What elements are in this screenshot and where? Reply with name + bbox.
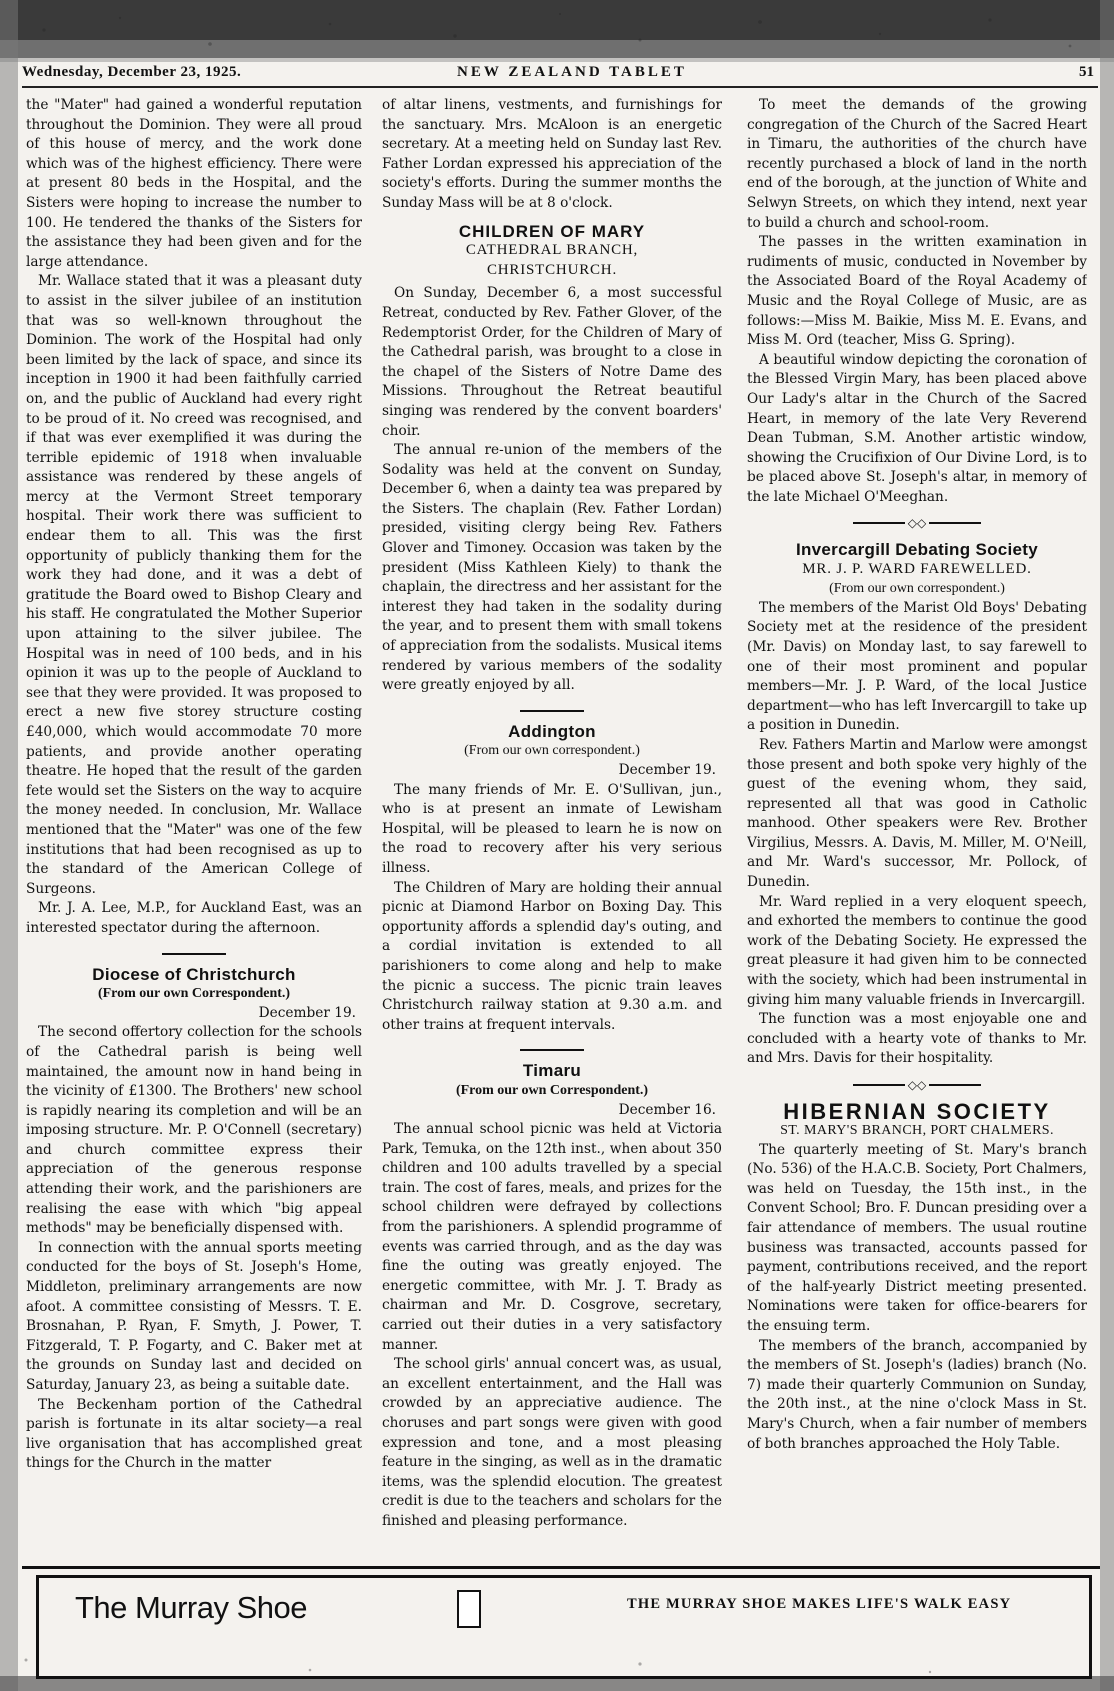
timaru-correspondent: (From our own Correspondent.) [455, 1082, 649, 1098]
page-header [22, 60, 1098, 88]
timaru-paragraph-2: The school girls' annual concert was, as usual, an excellent entertainment, and the Hall was crowded by an appreciative audience. The choruses and part songs were given with good expression and tone, and a most pleasing feature in the singing, as well as in the dramatic items, was the splendid elocution. The greatest credit is due to the teachers and scholars for the finished and pleasing performance. [382, 1356, 722, 1529]
hibernian-heading: HIBERNIAN SOCIETY [783, 1098, 1051, 1124]
advert-tagline: THE MURRAY SHOE MAKES LIFE'S WALK EASY [627, 1596, 1012, 1612]
divider-bar [929, 1084, 981, 1086]
addington-date: December 19. [618, 762, 716, 778]
section-rule [162, 953, 226, 955]
divider-bar [853, 1084, 905, 1086]
invercargill-heading: Invercargill Debating Society [795, 539, 1039, 559]
window-paragraph: A beautiful window depicting the coronation of the Blessed Virgin Mary, has been placed above Our Lady's altar in the Church of the Sacred Heart, in memory of the late Very Reverend Dean Tubman, S.M. Another artistic window, showing the Crucifixion of Our Divine Lord, is to be placed above St. Joseph's altar, in memory of the late Michael O'Meeghan. [747, 351, 1087, 505]
mater-paragraph-3: Mr. J. A. Lee, M.P., for Auckland East, was an interested spectator during the afternoon. [26, 900, 362, 936]
altar-society-paragraph: of altar linens, vestments, and furnishings for the sanctuary. Mrs. McAloon is an energetic secretary. At a meeting held on Sunday last Rev. Father Lordan expressed his appreciation of the society's efforts. During the summer months the Sunday Mass will be at 8 o'clock. [382, 97, 722, 211]
column-3 [747, 96, 1087, 1572]
right-edge-shade [1100, 0, 1114, 1691]
header-masthead: NEW ZEALAND TABLET [457, 64, 687, 80]
invercargill-subheading: MR. J. P. WARD FAREWELLED. [802, 560, 1032, 577]
murray-shoe-advert [22, 1566, 1100, 1685]
music-exam-paragraph: The passes in the written examination in rudiments of music, conducted in November by the Associated Board of the Royal Academy of Music and the Royal College of Music, are as follows:—Miss M. Baikie, Miss M. E. Evans, and Miss M. Ord (teacher, Miss G. Spring). [747, 234, 1087, 349]
addington-paragraph-2: The Children of Mary are holding their annual picnic at Diamond Harbor on Boxing Day. This opportunity affords a splendid day's outing, and a cordial invitation is extended to all parishioners to come along and help to make the picnic a success. The picnic train leaves Christchurch railway station at 9.30 a.m. and other trains at frequent intervals. [382, 879, 722, 1033]
timaru-church-paragraph: To meet the demands of the growing congregation of the Church of the Sacred Heart in Timaru, the authorities of the church have recently purchased a block of land in the north end of the borough, at the junction of White and Selwyn Streets, on which they intend, next year to build a church and school-room. [747, 97, 1087, 231]
advert-frame [36, 1575, 1092, 1679]
diocese-paragraph-3: The Beckenham portion of the Cathedral parish is fortunate in its altar society—a real live organisation that has accomplished great things for the Church in the matter [26, 1396, 362, 1472]
addington-paragraph-1: The many friends of Mr. E. O'Sullivan, jun., who is at present an inmate of Lewisham Hospital, will be pleased to learn he is now on the road to recovery after his very serious illness. [382, 781, 722, 876]
invercargill-paragraph-2: Rev. Fathers Martin and Marlow were amongst those present and both spoke very highly of the guest of the evening whom, they said, represented all that was good in Catholic manhood. Other speakers were Rev. Brother Virgilius, Messrs. A. Davis, M. Miller, M. O'Neill, and Mr. Ward's successor, Mr. Pollock, of Dunedin. [747, 736, 1087, 891]
header-page-number: 51 [1079, 64, 1094, 80]
diocese-correspondent: (From our own Correspondent.) [97, 986, 291, 1002]
top-dark-band [0, 0, 1114, 58]
children-paragraph-1: On Sunday, December 6, a most successful Retreat, conducted by Rev. Father Glover, of the Redemptorist Order, for the Children of Mary of the Cathedral parish, was brought to a close in the chapel of the Sisters of Notre Dame des Missions. Throughout the Retreat beautiful singing was rendered by the convent boarders' choir. [382, 285, 722, 439]
column-2 [382, 96, 722, 1576]
header-date: Wednesday, December 23, 1925. [22, 64, 242, 80]
column-1 [26, 96, 362, 1576]
advert-brand: The Murray Shoe [75, 1590, 307, 1625]
invercargill-paragraph-4: The function was a most enjoyable one and concluded with a hearty vote of thanks to Mr. and Mrs. Davis for their hospitality. [747, 1011, 1087, 1067]
invercargill-correspondent: (From our own correspondent.) [829, 581, 1005, 597]
divider-bar [929, 522, 981, 524]
invercargill-paragraph-3: Mr. Ward replied in a very eloquent speech, and exhorted the members to continue the good work of the Debating Society. He expressed the great pleasure it had given him to be connected with the society, which had been instrumental in giving him many valuable friends in Invercargill. [747, 893, 1087, 1008]
diocese-paragraph-2: In connection with the annual sports meeting conducted for the boys of St. Joseph's Home, Middleton, preliminary arrangements are now afoot. A committee consisting of Messrs. T. E. Brosnahan, P. Ryan, F. Smyth, J. Power, T. Fitzgerald, T. P. Fogarty, and C. Baker met at the grounds on Sunday last and decided on Saturday, January 23, as being a suitable date. [26, 1239, 362, 1393]
diamond-icon: ◇◇ [907, 515, 927, 530]
mater-paragraph-2: Mr. Wallace stated that it was a pleasant duty to assist in the silver jubilee of an institution that was so well-known throughout the Dominion. The work of the Hospital had only been limited by the lack of space, and since its inception in 1900 it had been faithfully carried on, and the public of Auckland had every right to be proud of it. No creed was recognised, and if that was ever exemplified it was during the terrible epidemic of 1918 when invaluable assistance was rendered by these angels of mercy at the Vermont Street temporary hospital. Their work there was sufficient to endear them to all. This was the first opportunity of publicly thanking them for the work they had done, and it was a debt of gratitude the Board owed to Bishop Cleary and his staff. He congratulated the Mother Superior upon attaining to the silver jubilee. The Hospital was in need of 100 beds, and in his opinion it was up to the people of Auckland to see that they were provided. It was proposed to erect a new five storey structure costing £40,000, which would accommodate 70 more patients, and provide another operating theatre. He hoped that the result of the garden fete would set the Sisters on the way to acquire the money needed. In conclusion, Mr. Wallace mentioned that the "Mater" was one of the few institutions that had been recognised as up to the standard of the American College of Surgeons. [26, 273, 362, 897]
timaru-date: December 16. [618, 1101, 716, 1118]
left-edge-shade [0, 0, 18, 1691]
timaru-heading: Timaru [522, 1061, 582, 1081]
diocese-date: December 19. [258, 1004, 356, 1021]
timaru-paragraph-1: The annual school picnic was held at Victoria Park, Temuka, on the 12th inst., when about 350 children and 100 adults travelled by a special train. The cost of fares, meals, and prizes for the school children were defrayed by collections from the parishioners. A splendid programme of events was carried through, and as the day was fine the outing was greatly enjoyed. The energetic committee, with Mr. J. T. Brady as chairman and Mr. D. Cosgrove, secretary, carried out their duties in a very satisfactory manner. [382, 1121, 722, 1353]
addington-heading: Addington [508, 721, 596, 741]
children-of-mary-subheading-2: CHRISTCHURCH. [486, 261, 617, 278]
ornamental-divider [747, 515, 1087, 530]
ornamental-divider [747, 1077, 1087, 1092]
divider-bar [853, 522, 905, 524]
diamond-icon: ◇◇ [907, 1077, 927, 1092]
diocese-heading: Diocese of Christchurch [92, 964, 296, 984]
mater-paragraph-1: the "Mater" had gained a wonderful reputation throughout the Dominion. They were all proud of this house of mercy, and the work done which was of the highest efficiency. There were at present 80 beds in the Hospital, and the Sisters were hoping to increase the number to 100. He tendered the thanks of the Sisters for the assistance they had been given and for the large attendance. [26, 97, 362, 270]
children-paragraph-2: The annual re-union of the members of the Sodality was held at the convent on Sunday, December 6, when a dainty tea was prepared by the Sisters. The chaplain (Rev. Father Lordan) presided, visiting clergy being Rev. Fathers Glover and Timoney. Occasion was taken by the president (Miss Kathleen Kiely) to thank the chaplain, the directress and her assistant for the interest they had taken in the sodality during the year, and to present them with small tokens of appreciation from the sodalists. Musical items rendered by various members of the sodality were greatly enjoyed by all. [382, 442, 722, 694]
children-of-mary-heading: CHILDREN OF MARY [458, 221, 646, 241]
section-rule [520, 710, 584, 712]
hibernian-paragraph-1: The quarterly meeting of St. Mary's branch (No. 536) of the H.A.C.B. Society, Port Chalmers, was held on Tuesday, the 15th inst., in the Convent School; Bro. F. Duncan presiding over a fair attendance of members. The usual routine business was transacted, accounts passed for payment, contributions received, and the report of the half-yearly District meeting presented. Nominations were taken for office-bearers for the ensuing term. [747, 1141, 1087, 1335]
hibernian-subheading: ST. MARY'S BRANCH, PORT CHALMERS. [780, 1123, 1054, 1139]
children-of-mary-subheading-1: CATHEDRAL BRANCH, [465, 242, 639, 259]
hibernian-paragraph-2: The members of the branch, accompanied by the members of St. Joseph's (ladies) branch (No. 7) made their quarterly Communion on Sunday, the 20th inst., at the nine o'clock Mass in St. Mary's Church, when a fair number of members of both branches approached the Holy Table. [747, 1337, 1087, 1452]
addington-correspondent: (From our own correspondent.) [464, 743, 640, 759]
top-grey-band [0, 40, 1114, 62]
shoe-box-icon [457, 1590, 481, 1628]
diocese-paragraph-1: The second offertory collection for the schools of the Cathedral parish is being well maintained, the amount now in hand being in the vicinity of £1300. The Brothers' new school is rapidly nearing its completion and will be an imposing structure. Mr. P. O'Connell (secretary) and church committee express their appreciation of the generous response attending their work, and the parishioners are realising the ease with which "big appeal methods" may be beneficially dispensed with. [26, 1024, 362, 1237]
invercargill-paragraph-1: The members of the Marist Old Boys' Debating Society met at the residence of the president (Mr. Davis) on Monday last, to say farewell to one of their most prominent and popular members—Mr. J. P. Ward, of the local Justice department—who has left Invercargill to take up a position in Dunedin. [747, 599, 1087, 734]
section-rule [520, 1049, 584, 1051]
